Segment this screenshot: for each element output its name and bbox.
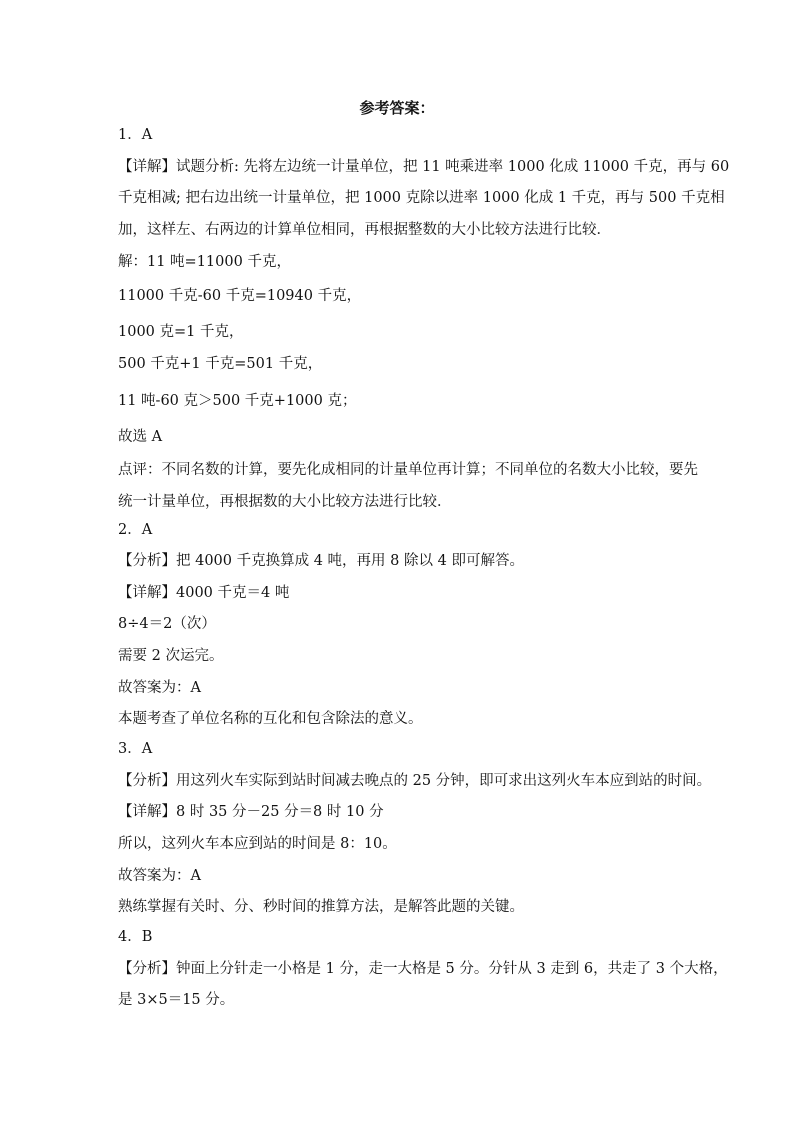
text-line: 加，这样左、右两边的计算单位相同，再根据整数的大小比较方法进行比较． — [118, 222, 611, 238]
text-line: 11 吨-60 克＞500 千克+1000 克； — [118, 393, 357, 409]
text-line: 点评：不同名数的计算，要先化成相同的计量单位再计算；不同单位的名数大小比较，要先 — [118, 462, 698, 478]
text-line: 1000 克=1 千克， — [118, 324, 244, 340]
text-line: 【分析】把 4000 千克换算成 4 吨，再用 8 除以 4 即可解答。 — [118, 553, 524, 569]
page-title: 参考答案： — [359, 99, 435, 117]
text-line: 是 3×5＝15 分。 — [118, 992, 235, 1008]
text-line: 熟练掌握有关时、分、秒时间的推算方法，是解答此题的关键。 — [118, 899, 524, 915]
text-line: 本题考查了单位名称的互化和包含除法的意义。 — [118, 711, 423, 727]
text-line: 所以，这列火车本应到站的时间是 8：10。 — [118, 836, 397, 852]
answer-number-4: 4．B — [118, 929, 153, 945]
text-line: 【详解】8 时 35 分－25 分＝8 时 10 分 — [118, 804, 384, 820]
text-line: 故选 A — [118, 429, 163, 445]
text-line: 需要 2 次运完。 — [118, 648, 224, 664]
text-line: 【分析】用这列火车实际到站时间减去晚点的 25 分钟，即可求出这列火车本应到站的时间。 — [118, 773, 712, 789]
text-line: 【详解】试题分析: 先将左边统一计量单位，把 11 吨乘进率 1000 化成 11000 千克，再与 60 — [118, 159, 730, 175]
text-line: 【分析】钟面上分针走一小格是 1 分，走一大格是 5 分。分针从 3 走到 6，共走了 3 个大格， — [118, 961, 728, 977]
text-line: 500 千克+1 千克=501 千克， — [118, 356, 323, 372]
answer-number-3: 3．A — [118, 741, 153, 757]
text-line: 千克相减; 把右边出统一计量单位，把 1000 克除以进率 1000 化成 1 千克，再与 500 千克相 — [118, 190, 725, 206]
text-line: 故答案为：A — [118, 680, 201, 696]
answer-number-2: 2．A — [118, 522, 153, 538]
text-line: 8÷4＝2（次） — [118, 616, 216, 632]
text-line: 11000 千克-60 千克=10940 千克， — [118, 288, 362, 304]
text-line: 统一计量单位，再根据数的大小比较方法进行比较． — [118, 494, 452, 510]
text-line: 故答案为：A — [118, 868, 201, 884]
text-line: 【详解】4000 千克＝4 吨 — [118, 585, 290, 601]
answer-number-1: 1．A — [118, 127, 153, 143]
text-line: 解：11 吨=11000 千克， — [118, 254, 291, 270]
